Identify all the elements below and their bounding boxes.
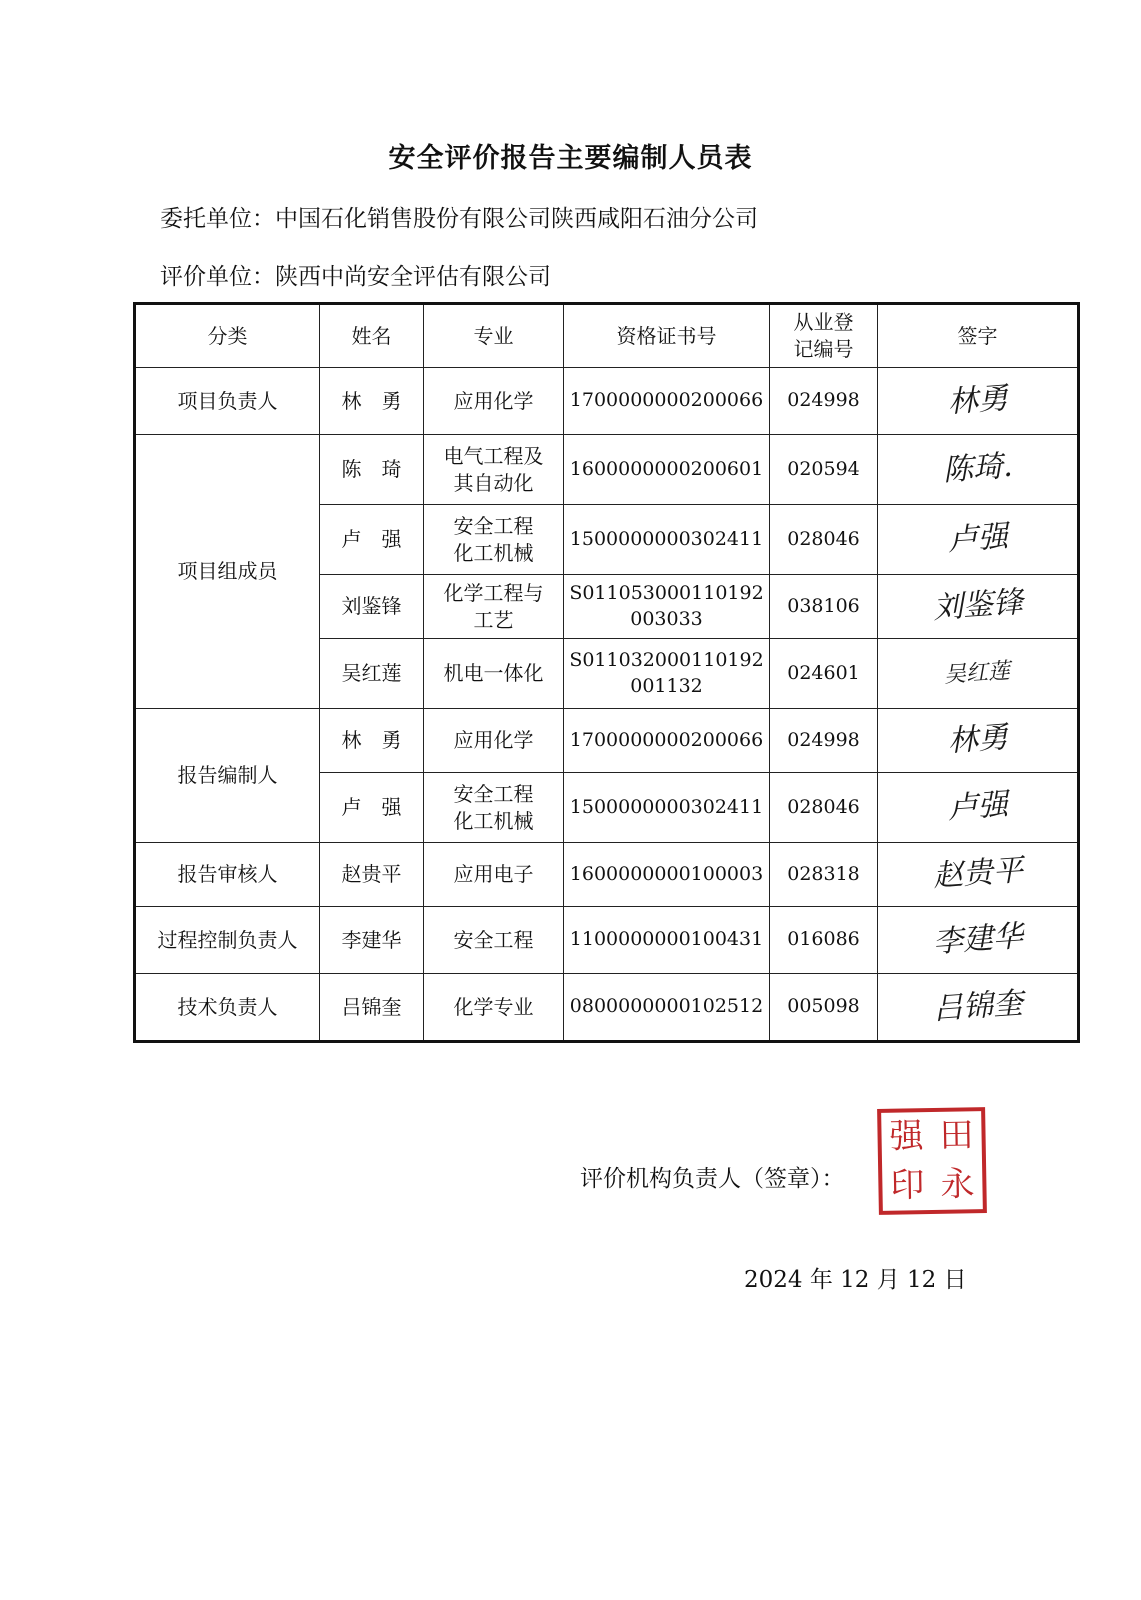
major-line-1: 化学工程与 [443,580,544,605]
table-row [135,709,1079,773]
reg-cell: 024998 [770,709,878,773]
signature-cell [878,907,1079,974]
category-cell: 项目组成员 [135,435,320,709]
reg-cell: 028046 [770,505,878,575]
cert-cell [564,639,770,709]
signature-cell [878,435,1079,505]
name-cell: 卢 强 [320,505,424,575]
major-line-2: 化工机械 [453,540,534,565]
cert-cell [564,575,770,639]
signature-cell [878,575,1079,639]
cert-line-2: 003033 [630,607,703,630]
major-cell [424,505,564,575]
major-cell [424,435,564,505]
handwritten-signature: 吕锦奎 [931,985,1024,1027]
name-cell: 林 勇 [320,709,424,773]
seal-char: 田 [939,1115,974,1156]
cert-cell: 1700000000200066 [564,709,770,773]
name-cell: 赵贵平 [320,843,424,907]
cert-cell: 1100000000100431 [564,907,770,974]
major-line-2: 工艺 [473,607,514,632]
evaluator-line [160,258,551,291]
signature-cell [878,709,1079,773]
reg-cell: 020594 [770,435,878,505]
cert-cell: 1600000000200601 [564,435,770,505]
table-row [135,368,1079,435]
handwritten-signature: 陈琦. [941,448,1014,489]
document-title: 安全评价报告主要编制人员表 [388,143,753,174]
header-category: 分类 [135,304,320,368]
cert-line-1: S011032000110192 [569,648,764,671]
reg-cell: 024601 [770,639,878,709]
evaluator-name: 陕西中尚安全评估有限公司 [275,264,551,290]
document-date: 2024 年 12 月 12 日 [744,1267,967,1293]
reg-cell: 028318 [770,843,878,907]
major-line-1: 电气工程及 [443,443,544,468]
cert-cell: 1600000000100003 [564,843,770,907]
category-cell: 项目负责人 [135,368,320,435]
seal-char: 永 [940,1164,975,1205]
major-cell [424,773,564,843]
category-cell: 技术负责人 [135,974,320,1042]
cert-line-2: 001132 [630,674,703,697]
major-line-1: 安全工程 [453,781,534,806]
handwritten-signature: 李建华 [931,918,1024,960]
table-row [135,435,1079,505]
reg-cell: 016086 [770,907,878,974]
handwritten-signature: 刘鉴锋 [931,585,1024,627]
major-cell [424,575,564,639]
table-row [135,907,1079,974]
reg-cell: 005098 [770,974,878,1042]
handwritten-signature: 吴红莲 [943,658,1012,688]
header-reg [770,304,878,368]
major-cell: 应用化学 [424,368,564,435]
handwritten-signature: 卢强 [946,787,1009,827]
category-cell: 过程控制负责人 [135,907,320,974]
header-name: 姓名 [320,304,424,368]
header-signature: 签字 [878,304,1079,368]
reg-cell: 024998 [770,368,878,435]
table-header-row [135,304,1079,368]
seal-char: 强 [889,1116,924,1157]
signature-cell [878,843,1079,907]
signature-cell [878,505,1079,575]
staff-table [133,302,1080,1043]
evaluator-label: 评价单位： [160,264,275,290]
major-cell: 应用化学 [424,709,564,773]
name-cell: 刘鉴锋 [320,575,424,639]
client-line [160,200,758,233]
reg-cell: 038106 [770,575,878,639]
major-line-1: 安全工程 [453,513,534,538]
cert-cell: 0800000000102512 [564,974,770,1042]
name-cell: 林 勇 [320,368,424,435]
major-cell: 化学专业 [424,974,564,1042]
handwritten-signature: 林勇 [946,380,1009,420]
name-cell: 卢 强 [320,773,424,843]
major-cell: 应用电子 [424,843,564,907]
official-seal-stamp [877,1107,987,1215]
signature-cell [878,368,1079,435]
category-cell: 报告审核人 [135,843,320,907]
signature-cell [878,773,1079,843]
header-reg-line2: 记编号 [793,337,854,361]
name-cell: 吴红莲 [320,639,424,709]
table-row [135,843,1079,907]
client-name: 中国石化销售股份有限公司陕西咸阳石油分公司 [275,206,758,232]
handwritten-signature: 卢强 [946,519,1009,559]
client-label: 委托单位： [160,206,275,232]
major-cell: 机电一体化 [424,639,564,709]
cert-line-1: S011053000110192 [569,581,764,604]
category-cell: 报告编制人 [135,709,320,843]
header-major: 专业 [424,304,564,368]
signature-cell [878,974,1079,1042]
major-line-2: 化工机械 [453,808,534,833]
name-cell: 吕锦奎 [320,974,424,1042]
signature-cell [878,639,1079,709]
seal-char: 印 [890,1165,925,1206]
handwritten-signature: 林勇 [946,720,1009,760]
handwritten-signature: 赵贵平 [931,853,1024,895]
cert-cell: 1500000000302411 [564,773,770,843]
header-cert: 资格证书号 [564,304,770,368]
cert-cell: 1700000000200066 [564,368,770,435]
major-line-2: 其自动化 [453,470,534,495]
reg-cell: 028046 [770,773,878,843]
header-reg-line1: 从业登 [793,310,854,334]
name-cell: 陈 琦 [320,435,424,505]
major-cell: 安全工程 [424,907,564,974]
cert-cell: 1500000000302411 [564,505,770,575]
seal-label: 评价机构负责人（签章）： [580,1166,845,1192]
table-row [135,974,1079,1042]
name-cell: 李建华 [320,907,424,974]
